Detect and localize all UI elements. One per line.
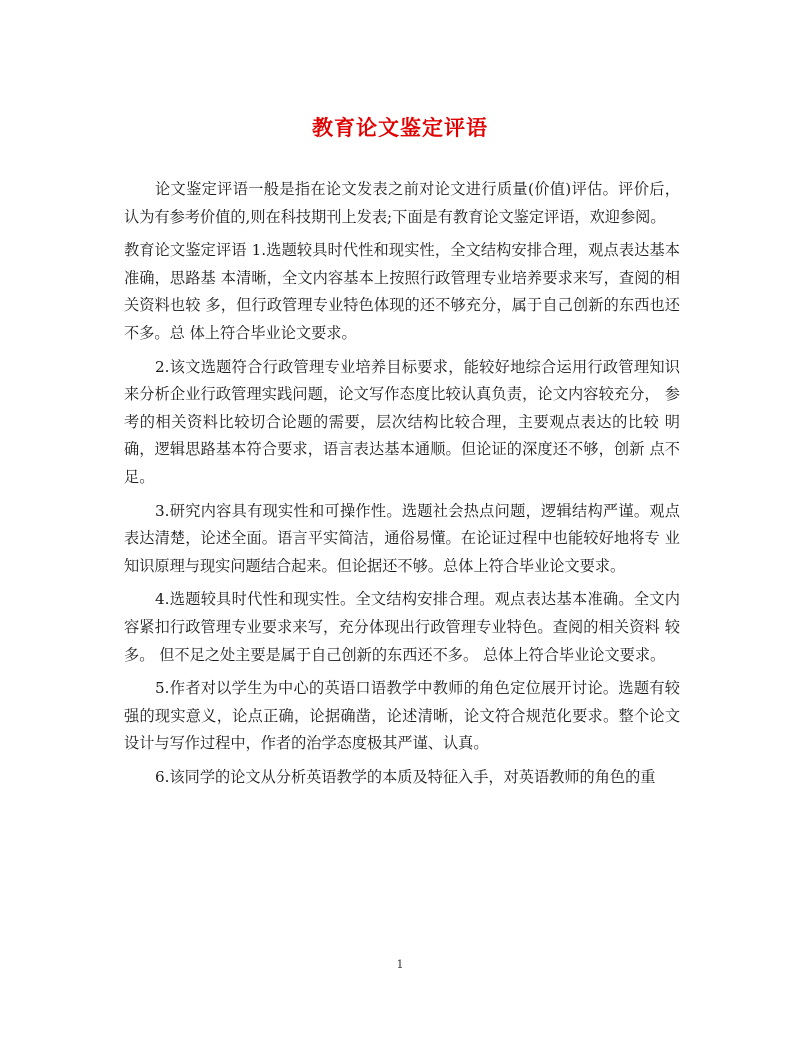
paragraph-6: 6.该同学的论文从分析英语教学的本质及特征入手，对英语教师的角色的重 — [155, 767, 656, 786]
paragraph-5: 5.作者对以学生为中心的英语口语教学中教师的角色定位展开讨论。选题有较强的现实意义，论点正确，论据确凿，论述清晰，论文符合规范化要求。整个论文设计与写作过程中，作者的治学态度极其严谨、认真。 — [124, 679, 680, 753]
paragraph-1: 教育论文鉴定评语 1.选题较具时代性和现实性，全文结构安排合理，观点表达基本准确，思路基 本清晰，全文内容基本上按照行政管理专业培养要求来写，查阅的相关资料也较 多，但行政管理专业特色体现的还不够充分，属于自己创新的东西也还不多。总 体上符合毕业论文要求。 — [124, 241, 680, 342]
paragraph-2: 2.该文选题符合行政管理专业培养目标要求，能较好地综合运用行政管理知识 来分析企业行政管理实践问题，论文写作态度比较认真负责，论文内容较充分， 参考的相关资料比较切合论题的需要，层次结构比较合理，主要观点表达的比较 明确，逻辑思路基本符合要求，语言表达基本通顺。但论证的深度还不够，创新 点不足。 — [124, 357, 680, 486]
page-title: 教育论文鉴定评语 — [312, 115, 488, 140]
paragraph-3: 3.研究内容具有现实性和可操作性。选题社会热点问题，逻辑结构严谨。观点 表达清楚，论述全面。语言平实简洁，通俗易懂。在论证过程中也能较好地将专 业知识原理与现实问题结合起来。但论据还不够。总体上符合毕业论文要求。 — [124, 501, 680, 575]
page-number: 1 — [396, 958, 404, 971]
intro-paragraph: 论文鉴定评语一般是指在论文发表之前对论文进行质量(价值)评估。评价后，认为有参考价值的,则在科技期刊上发表;下面是有教育论文鉴定评语，欢迎参阅。 — [124, 180, 680, 226]
document-body — [124, 176, 680, 797]
paragraph-4: 4.选题较具时代性和现实性。全文结构安排合理。观点表达基本准确。全文内 容紧扣行政管理专业要求来写，充分体现出行政管理专业特色。查阅的相关资料 较多。 但不足之处主要是属于自己创新的东西还不多。 总体上符合毕业论文要求。 — [124, 590, 680, 664]
